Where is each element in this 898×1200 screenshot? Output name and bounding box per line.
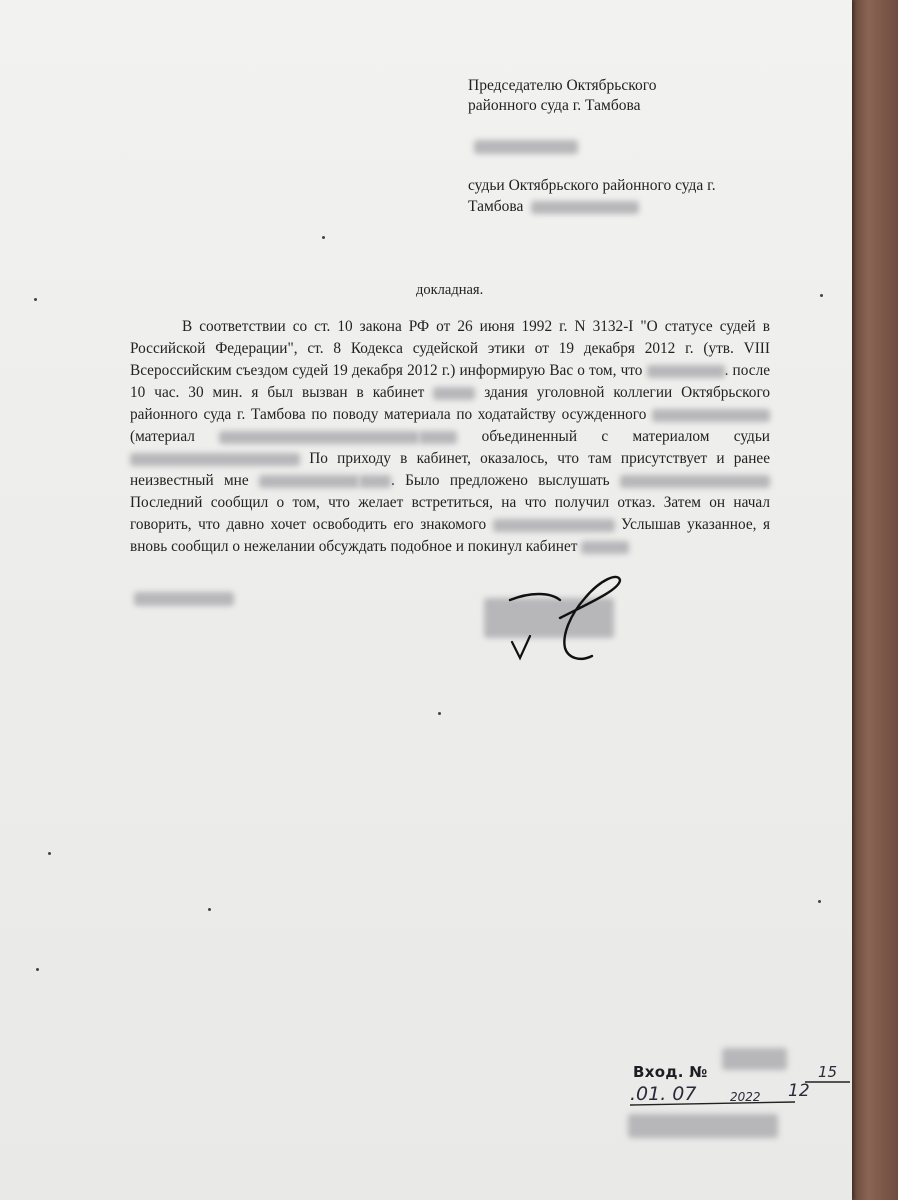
sender-line-1: судьи Октябрьского районного суда г. (468, 177, 716, 194)
addressee-line-1: Председателю Октябрьского (468, 77, 657, 94)
stamp-minutes: 15 (818, 1063, 838, 1081)
redacted-initials (419, 431, 457, 444)
redacted-date (647, 365, 725, 378)
redacted-person-name (259, 475, 359, 488)
redacted-signer-name (134, 592, 234, 606)
sender-block (468, 175, 788, 217)
addressee-block (468, 76, 656, 116)
stamp-year: 2022 (730, 1090, 761, 1104)
body-text: объединенный с материалом судьи (457, 428, 770, 445)
document-body (130, 316, 770, 558)
body-text: . после 10 час. 30 мин. я был вызван в кабинет (130, 362, 770, 401)
body-paragraph (130, 316, 770, 558)
body-text: Услышав указанное, я вновь сообщил о нежелании обсуждать подобное и покинул кабинет (130, 516, 770, 555)
paper-speck (818, 900, 821, 903)
paper-speck (34, 298, 37, 301)
paper-speck (820, 294, 823, 297)
stamp-date: .01. 07 (630, 1083, 697, 1105)
redacted-visitor-name (620, 475, 770, 488)
stamp-label: Вход. № (633, 1063, 708, 1081)
paper-speck (438, 712, 441, 715)
document-title: докладная. (416, 282, 484, 298)
redacted-room (433, 387, 475, 400)
redacted-stamp-signature (628, 1114, 778, 1138)
sender-line-2 (468, 196, 788, 217)
redacted-registration-number (722, 1048, 787, 1070)
background-table (848, 0, 898, 1200)
body-text: здания уголовной коллегии Октябрьского районного суда г. Тамбова по поводу материала по ходатайству осужденного (130, 384, 770, 423)
redacted-judge-name (531, 201, 639, 214)
body-text: В соответствии со ст. 10 закона РФ от 26 июня 1992 г. N 3132-I "О статусе судей в Российской Федерации", ст. 8 Кодекса судейской этики от 19 декабря 2012 г. (утв. VIII Всероссийским съездом судей 19 декабря 2012 г.) информирую Вас о том, что (130, 318, 770, 379)
paper-speck (208, 908, 211, 911)
redacted-chairman-name (474, 140, 578, 154)
addressee-line-2: районного суда г. Тамбова (468, 97, 641, 114)
paper-speck (48, 852, 51, 855)
body-text: . Было предложено выслушать (390, 472, 620, 489)
handwritten-signature (490, 570, 640, 670)
redacted-person-initials (359, 475, 391, 488)
paper-speck (36, 968, 39, 971)
body-text: Последний сообщил о том, что желает встретиться, на что получил отказ. Затем он начал говорить, что давно хочет освободить его знакомого (130, 494, 770, 533)
body-text: (материал (130, 428, 220, 445)
redacted-acquaintance-name (493, 519, 615, 532)
sender-line-2-text: Тамбова (468, 198, 524, 215)
redacted-case-number (219, 431, 419, 444)
stamp-time: 12 (788, 1081, 810, 1101)
body-text: По приходу в кабинет, оказалось, что там присутствует и ранее неизвестный мне (130, 450, 770, 489)
redacted-convict-name (652, 409, 770, 422)
redacted-room-2 (581, 541, 629, 554)
paper-speck (322, 236, 325, 239)
redacted-judge-case (130, 453, 300, 466)
